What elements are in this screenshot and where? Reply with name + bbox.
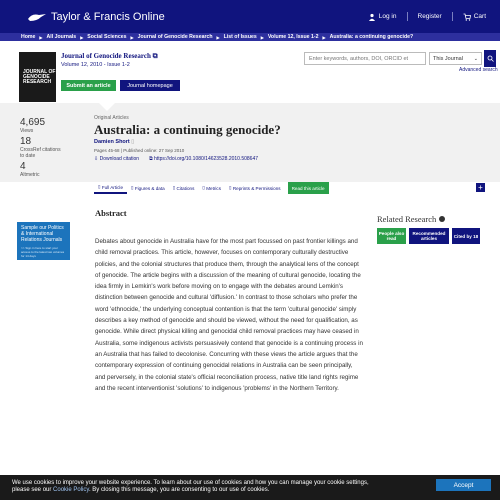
search-icon: [487, 55, 494, 62]
breadcrumb-issues[interactable]: List of Issues: [223, 34, 257, 40]
breadcrumb-journal[interactable]: Journal of Genocide Research: [137, 34, 213, 40]
ad-banner[interactable]: [17, 222, 70, 260]
article-header: [0, 103, 500, 182]
tab-figures-data[interactable]: ▯ Figures & data: [131, 185, 165, 191]
cookie-text-line2: please see our Cookie Policy. By closing this message, you are consenting to our use of cookies.: [12, 487, 270, 493]
cookie-banner: [0, 475, 500, 500]
search-scope-value: This Journal: [433, 55, 463, 62]
breadcrumb-arrow-icon: ▶: [260, 34, 264, 40]
image-icon: ▯: [131, 185, 134, 190]
abstract-heading: Abstract: [95, 208, 127, 218]
altmetric-count: 4: [20, 161, 26, 172]
cart-label: Cart: [473, 13, 486, 20]
info-icon[interactable]: [439, 216, 445, 222]
document-icon: ▯: [98, 184, 101, 189]
article-author[interactable]: Damien Short ▯: [94, 139, 135, 145]
tab-metrics[interactable]: ▯ Metrics: [202, 185, 222, 191]
site-logo[interactable]: [26, 11, 165, 23]
search-input[interactable]: [304, 52, 426, 65]
tab-recommended-articles[interactable]: Recommended articles: [409, 228, 449, 244]
breadcrumb-arrow-icon: ▶: [322, 34, 326, 40]
quote-icon: ▯: [172, 185, 176, 190]
ad-headline: Sample our Politics & International Relations Journals: [21, 225, 64, 243]
tab-cited-by[interactable]: Cited by 18: [452, 228, 480, 244]
doi-link[interactable]: ⧉ https://doi.org/10.1080/14623528.2010.508647: [149, 156, 259, 162]
breadcrumb-home[interactable]: Home: [21, 34, 36, 40]
breadcrumb-arrow-icon: ▶: [80, 34, 84, 40]
banner-notch: [99, 103, 115, 111]
tab-reprints-permissions[interactable]: ▯ Reprints & Permissions: [229, 185, 281, 191]
author-info-icon: ▯: [131, 139, 135, 145]
altmetric-label: Altmetric: [20, 172, 40, 178]
person-icon: [368, 13, 376, 21]
breadcrumb-current: Australia: a continuing genocide?: [329, 34, 414, 40]
chevron-down-icon: ⌄: [473, 55, 478, 62]
crossref-label: CrossRef citations to date: [20, 147, 61, 159]
article-links: [94, 156, 258, 162]
tab-citations[interactable]: ▯ Citations: [172, 185, 195, 191]
search-scope-select[interactable]: [429, 52, 482, 65]
journal-homepage-button[interactable]: Journal homepage: [120, 80, 180, 91]
breadcrumb-arrow-icon: ▶: [130, 34, 134, 40]
login-link[interactable]: [368, 13, 397, 21]
article-tabs: [94, 182, 329, 194]
cart-icon: [463, 13, 471, 21]
plus-icon: +: [478, 183, 483, 192]
download-icon: ⇩: [94, 156, 99, 162]
accept-cookies-button[interactable]: Accept: [436, 479, 491, 491]
cookie-text-line1: We use cookies to improve your website experience. To learn about our use of cookies and how you can manage your cookie settings,: [12, 480, 369, 486]
views-count: 4,695: [20, 117, 46, 128]
journal-volume[interactable]: Volume 12, 2010 - Issue 1-2: [61, 62, 130, 68]
reprint-icon: ▯: [229, 185, 232, 190]
tab-full-article[interactable]: ▯ Full Article: [94, 182, 127, 194]
abstract-text: Debates about genocide in Australia have for the most part focussed on past frontier killings and child removal practices. This article, however, focuses on contemporary culturally destructive policies, and the colonial structures that produce them, through the analytical lens of the concept of genocide. The article begins with a discussion of the meaning of cultural genocide, locating the idea firmly in Lemkin's work before moving on to engage with the debates around Lemkin's distinction between genocide and cultural 'diffusion.' In contrast to those scholars who prefer the word 'ethnocide,' the underlying conceptual contention is that the term 'cultural genocide' simply describes a key method of genocide and should be viewed, without the need for qualification, as genocide. While direct physical killing and genocidal child removal practices may have ceased in Australia, some indigenous activists persuasively contend that genocide is a continuing process in an Australia that has failed to decolonise. Concurring with these views the article argues that the contemporary expression of continuing genocidal relations in Australia can be seen principally, and perversely, in the colonial state's official reconciliation process, native title land rights regime and the recent interventionist 'solutions' to indigenous 'problems' in the Northern Territory.: [95, 238, 363, 392]
advanced-search-link[interactable]: Advanced search: [459, 67, 498, 73]
logo-icon: [26, 11, 48, 23]
crossref-count: 18: [20, 136, 32, 147]
search-button[interactable]: [484, 50, 496, 67]
link-icon: ⧉: [149, 156, 153, 162]
journal-cover[interactable]: [19, 52, 56, 102]
breadcrumb-all-journals[interactable]: All Journals: [46, 34, 77, 40]
share-plus-button[interactable]: [476, 183, 485, 192]
register-link[interactable]: Register: [417, 13, 442, 20]
top-header: [0, 0, 500, 33]
breadcrumb: [0, 33, 500, 41]
submit-article-button[interactable]: Submit an article: [61, 80, 116, 91]
journal-banner: [0, 41, 500, 103]
read-article-button[interactable]: Read this article: [288, 182, 329, 194]
journal-title[interactable]: Journal of Genocide Research ⧉: [61, 52, 158, 60]
breadcrumb-arrow-icon: ▶: [216, 34, 220, 40]
divider: [407, 12, 408, 21]
divider: [452, 12, 453, 21]
article-pages: Pages 45-68 | Published online: 27 Sep 2010: [94, 148, 185, 153]
login-label: Log in: [378, 13, 397, 20]
download-citation-link[interactable]: ⇩ Download citation: [94, 156, 140, 162]
open-icon: ⧉: [152, 52, 158, 60]
article-title: Australia: a continuing genocide?: [94, 122, 281, 137]
views-label: Views: [20, 128, 34, 134]
tab-people-also-read[interactable]: People also read: [377, 228, 406, 244]
cover-title: JOURNAL OF GENOCIDE RESEARCH: [23, 69, 56, 85]
article-type: Original Articles: [94, 115, 129, 121]
article-metrics: [20, 118, 64, 181]
cookie-policy-link[interactable]: Cookie Policy: [53, 487, 89, 493]
breadcrumb-social-sciences[interactable]: Social Sciences: [87, 34, 127, 40]
cart-link[interactable]: [463, 13, 486, 21]
bar-chart-icon: ▯: [202, 185, 205, 190]
ad-subtext: >> Sign in here to start your access to the latest two volumes for 14 days: [21, 246, 65, 258]
related-research-heading: Related Research: [377, 214, 445, 224]
breadcrumb-volume[interactable]: Volume 12, Issue 1-2: [267, 34, 319, 40]
related-tabs: [377, 228, 480, 244]
brand-name: Taylor & Francis Online: [51, 10, 165, 23]
breadcrumb-arrow-icon: ▶: [39, 34, 43, 40]
